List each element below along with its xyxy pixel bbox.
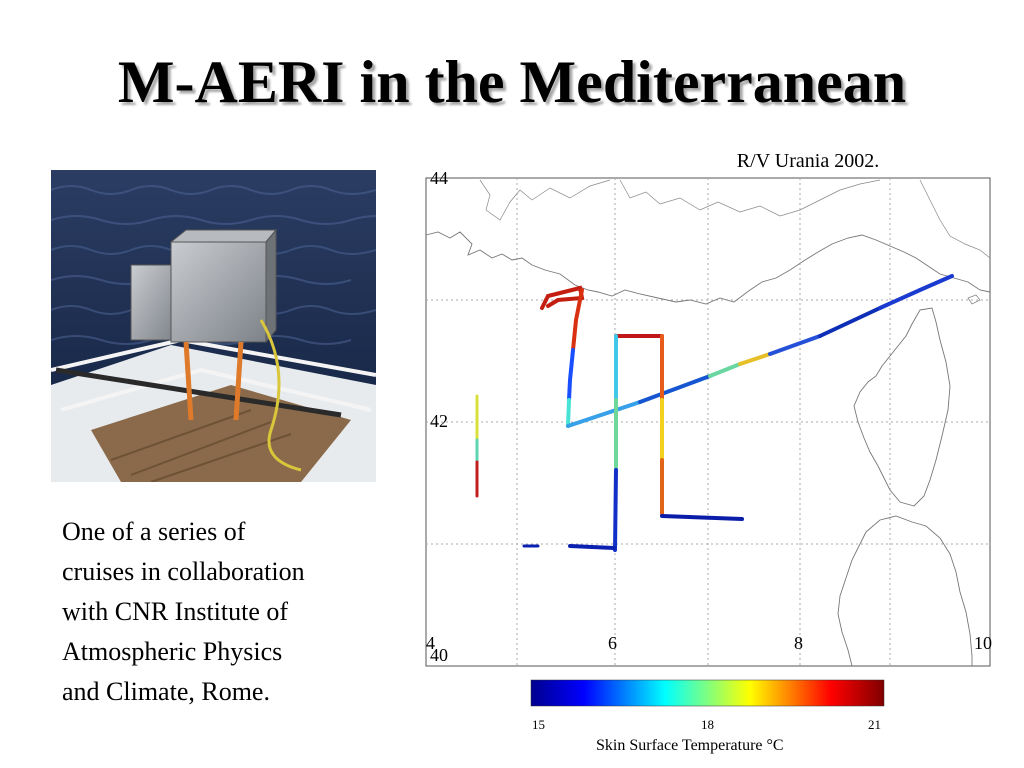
y-tick-label: 42 (430, 411, 448, 431)
caption-line: Atmospheric Physics (62, 637, 283, 666)
track-loop-west-c (615, 470, 616, 550)
colorbar-mid-label: 18 (701, 717, 714, 732)
track-meridian-west-c (568, 400, 569, 426)
map-frame (426, 178, 990, 666)
caption (62, 512, 392, 712)
colorbar (531, 680, 884, 706)
colorbar-title: Skin Surface Temperature °C (596, 737, 784, 754)
x-tick-label: 4 (426, 633, 435, 653)
x-tick-label: 6 (608, 633, 617, 653)
x-tick-label: 8 (794, 633, 803, 653)
instrument-photo (51, 170, 376, 482)
colorbar-max-label: 21 (868, 717, 881, 732)
map-svg (420, 140, 1020, 760)
caption-line: and Climate, Rome. (62, 677, 270, 706)
track-south-west-a (570, 546, 614, 548)
y-tick-label: 40 (430, 645, 448, 665)
colorbar-min-label: 15 (532, 717, 545, 732)
instrument-photo-illustration (51, 170, 376, 482)
caption-line: cruises in collaboration (62, 557, 305, 586)
cruise-track-map (420, 140, 1020, 760)
x-tick-label: 10 (974, 633, 992, 653)
caption-line: with CNR Institute of (62, 597, 289, 626)
slide-title: M-AERI in the Mediterranean (117, 49, 907, 115)
caption-line: One of a series of (62, 517, 246, 546)
y-tick-label: 44 (430, 168, 448, 188)
map-title: R/V Urania 2002. (736, 150, 880, 172)
